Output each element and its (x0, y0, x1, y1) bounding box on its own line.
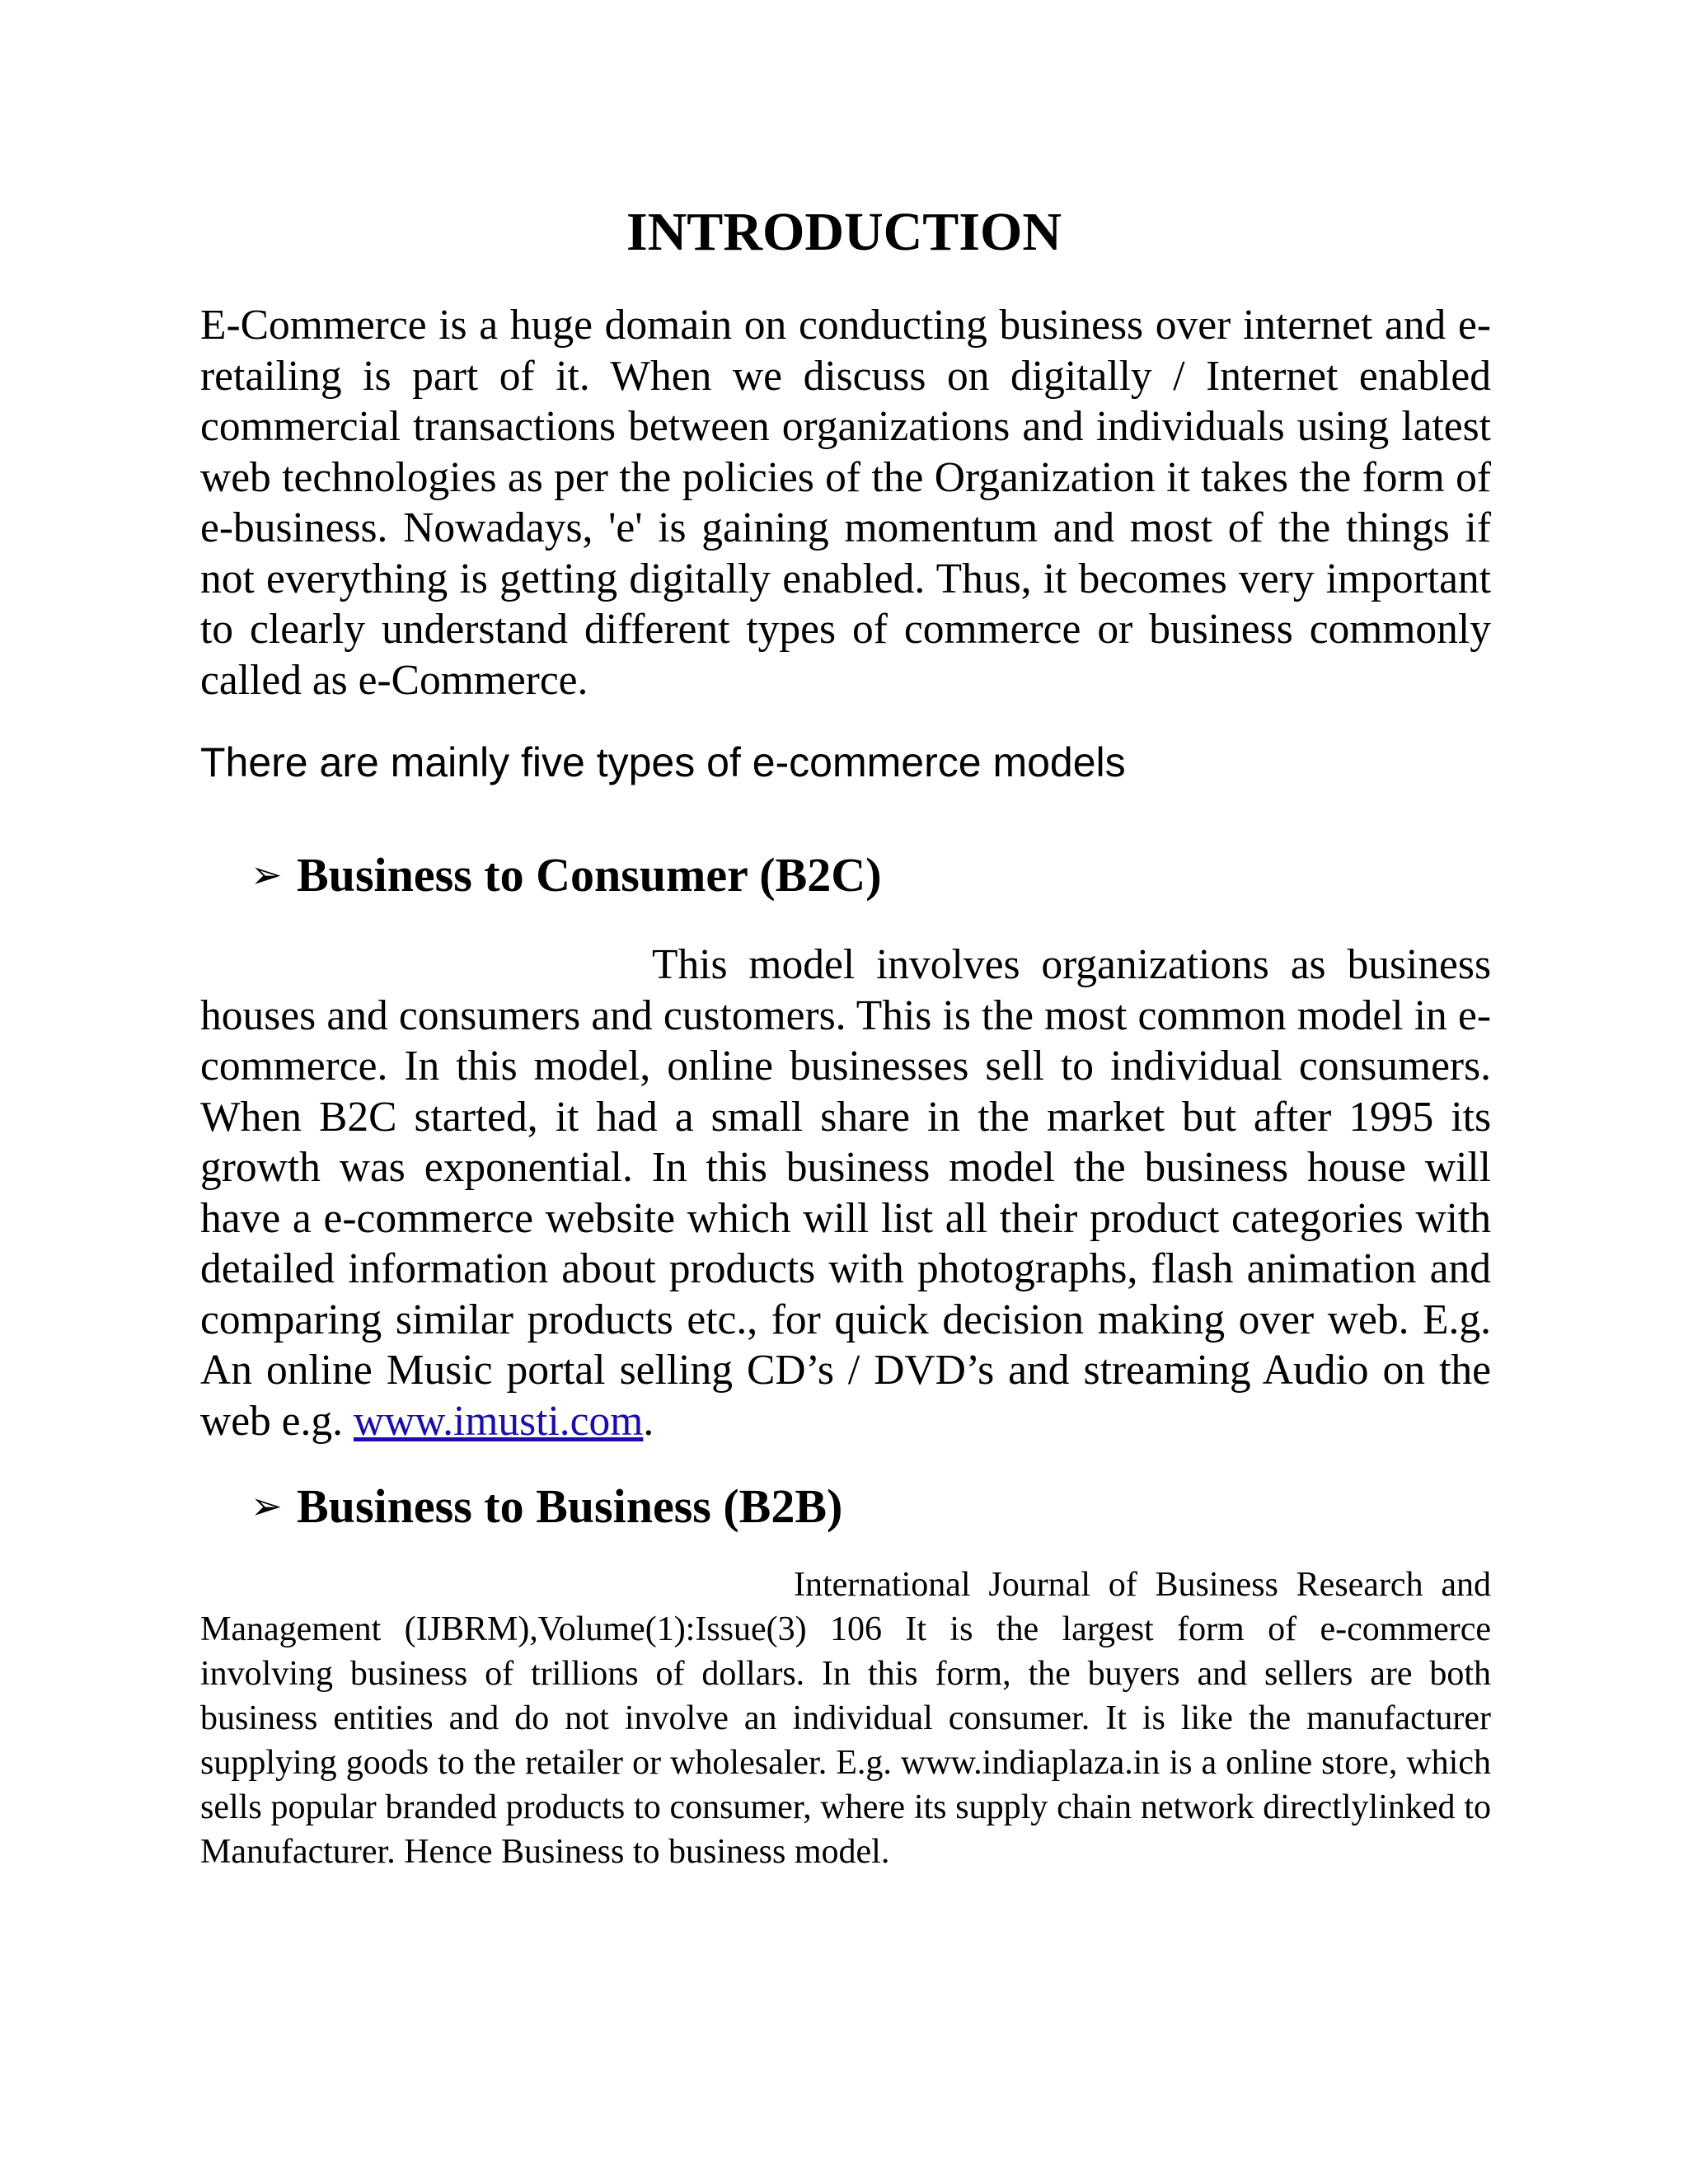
models-intro-text: There are mainly five types of e-commerce models (200, 739, 1126, 785)
b2c-body-text: This model involves organizations as business houses and consumers and customers. This is the most common model in e-commerce. In this model, online businesses sell to individual consumers. When B2C started, it had a small share in the market but after 1995 its growth was exponential. In this business model the business house will have a e-commerce website which will list all their product categories with detailed information about products with photographs, flash animation and comparing similar products etc., for quick decision making over web. E.g. An online Music portal selling CD’s / DVD’s and streaming Audio on the web e.g. (200, 941, 1491, 1445)
section-heading-text: Business to Consumer (B2C) (297, 848, 882, 902)
section-heading-b2b (251, 1473, 842, 1540)
section-heading-b2c (251, 841, 882, 908)
arrowhead-bullet-icon: ➢ (251, 1483, 283, 1528)
arrowhead-bullet-icon: ➢ (251, 852, 283, 897)
section-heading-text: Business to Business (B2B) (297, 1479, 843, 1533)
intro-paragraph: E-Commerce is a huge domain on conducting business over internet and e-retailing is part of it. When we discuss on digitally / Internet enabled commercial transactions between organizations and individuals using latest web technologies as per the policies of the Organization it takes the form of e-business. Nowadays, 'e' is gaining momentum and most of the things if not everything is getting digitally enabled. Thus, it becomes very important to clearly understand different types of commerce or business commonly called as e-Commerce. (200, 302, 1491, 704)
imusti-link[interactable]: www.imusti.com (353, 1397, 644, 1445)
b2c-paragraph (200, 940, 1491, 1446)
page-title: INTRODUCTION (626, 202, 1062, 262)
b2b-paragraph: International Journal of Business Research and Management (IJBRM),Volume(1):Issue(3) 106 It is the largest form of e-commerce involving business of trillions of dollars. In this form, the buyers and sellers are both business entities and do not involve an individual consumer. It is like the manufacturer supplying goods to the retailer or wholesaler. E.g. www.indiaplaza.in is a online store, which sells popular branded products to consumer, where its supply chain network directlylinked to Manufacturer. Hence Business to business model. (200, 1566, 1491, 1871)
b2c-body-end: . (643, 1397, 654, 1445)
